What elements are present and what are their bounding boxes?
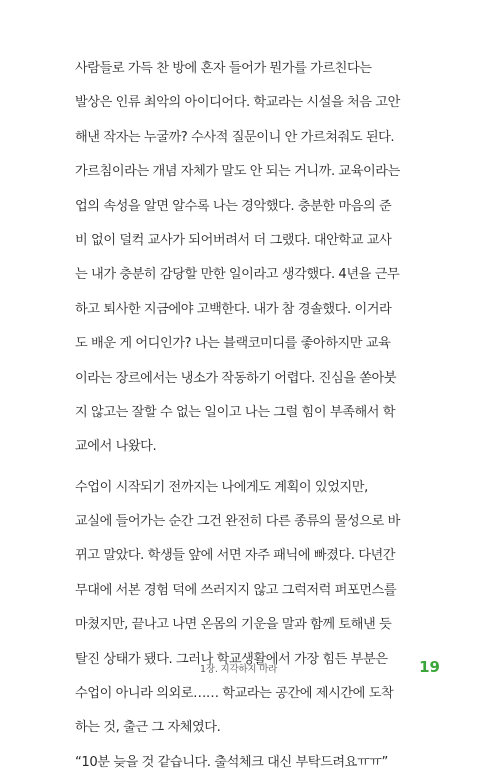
text-line: 하는 것, 출근 그 자체였다. (75, 720, 221, 736)
page-footer (0, 660, 500, 680)
chapter-title: 1장. 지각하지 마라 (200, 664, 278, 675)
text-line: 무대에 서본 경험 덕에 쓰러지지 않고 그럭저럭 퍼포먼스를 (75, 582, 397, 598)
text-line: 교에서 나왔다. (75, 439, 157, 455)
paragraph-2 (75, 471, 437, 746)
text-line: 마쳤지만, 끝나고 나면 온몸의 기운을 말과 함께 토해낸 듯 (75, 617, 392, 633)
text-line: 발상은 인류 최악의 아이디어다. 학교라는 시설을 처음 고안 (75, 95, 400, 111)
text-line: 뀌고 말았다. 학생들 앞에 서면 자주 패닉에 빠졌다. 다년간 (75, 548, 396, 564)
text-line: 수업이 아니라 의외로…… 학교라는 공간에 제시간에 도착 (75, 686, 394, 702)
text-line: 하고 퇴사한 지금에야 고백한다. 내가 참 경솔했다. 이거라 (75, 301, 392, 317)
text-line: 이라는 장르에서는 냉소가 작동하기 어렵다. 진심을 쏟아붓 (75, 370, 397, 386)
text-line: 해낸 작자는 누굴까? 수사적 질문이니 안 가르쳐줘도 된다. (75, 129, 395, 145)
text-line: 업의 속성을 알면 알수록 나는 경악했다. 충분한 마음의 준 (75, 198, 392, 214)
page-number: 19 (419, 658, 440, 676)
paragraph-1 (75, 52, 437, 465)
paragraph-3-quote (75, 746, 437, 780)
text-line: 비 없이 덜컥 교사가 되어버려서 더 그랬다. 대안학교 교사 (75, 232, 392, 248)
text-line: 사람들로 가득 찬 방에 혼자 들어가 뭔가를 가르친다는 (75, 61, 372, 76)
text-line: 교실에 들어가는 순간 그건 완전히 다른 종류의 물성으로 바 (75, 514, 400, 530)
text-line: 가르침이라는 개념 자체가 말도 안 되는 거니까. 교육이라는 (75, 164, 400, 180)
text-line: 는 내가 충분히 감당할 만한 일이라고 생각했다. 4년을 근무 (75, 267, 400, 283)
text-line: 지 않고는 잘할 수 없는 일이고 나는 그럴 힘이 부족해서 학 (75, 404, 396, 420)
quote-line: “10분 늦을 것 같습니다. 출석체크 대신 부탁드려요ㅠㅠ” (75, 754, 388, 770)
text-line: 도 배운 게 어디인가? 나는 블랙코미디를 좋아하지만 교육 (75, 336, 391, 352)
text-line: 탈진 상태가 됐다. 그러나 학교생활에서 가장 힘든 부분은 (75, 651, 388, 667)
text-line: 수업이 시작되기 전까지는 나에게도 계획이 있었지만, (75, 479, 368, 495)
